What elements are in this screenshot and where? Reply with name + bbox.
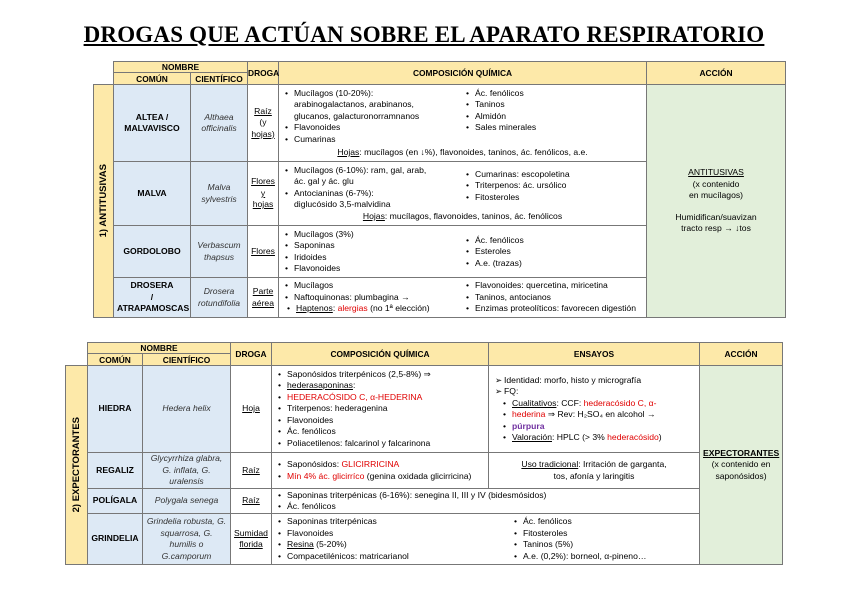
composicion-poligala: • Saponinas triterpénicas (6-16%): senegina II, III y IV (bidesmósidos) • Ác. fenólicos xyxy=(272,489,700,514)
expectorantes-table xyxy=(65,342,783,565)
comun-drosera: DROSERA / ATRAPAMOSCAS xyxy=(114,278,191,318)
composicion-header: COMPOSICIÓN QUÍMICA xyxy=(279,62,647,85)
antitusivas-table xyxy=(93,61,786,318)
accion-expectorantes: EXPECTORANTES (x contenido en saponósidos) xyxy=(700,366,783,565)
composicion-drosera: • Mucílagos • Naftoquinonas: plumbagina → • Haptenos: alergias (no 1ª elección) • Flavonoides: quercetina, miricetina • Taninos, antocianos • Enzimas proteolíticos: favorecen digestión xyxy=(279,278,647,318)
droga-gordolobo: Flores xyxy=(248,226,279,278)
droga-malva: Flores y hojas xyxy=(248,162,279,226)
comun-header: COMÚN xyxy=(114,73,191,85)
section-antitusivas: 1) ANTITUSIVAS xyxy=(94,85,114,318)
cientifico-drosera: Drosera rotundifolia xyxy=(191,278,248,318)
cientifico-malva: Malva sylvestris xyxy=(191,162,248,226)
comun-gordolobo: GORDOLOBO xyxy=(114,226,191,278)
composicion-malva: • Mucílagos (6-10%): ram, gal, arab, ác. gal y ác. glu • Antocianinas (6-7%): diglucósido 3,5-malvidina • Cumarinas: escopoletina • Triterpenos: ác. ursólico • Fitosteroles Hojas: mucílagos, flavonoides, taninos, ác. fenólicos xyxy=(279,162,647,226)
droga-grindelia: Sumidad florida xyxy=(231,514,272,565)
composicion-grindelia: • Saponinas triterpénicas • Flavonoides • Resina (5-20%) • Compacetilénicos: matricarianol • Ác. fenólicos • Fitosteroles • Taninos (5%) • A.e. (0,2%): borneol, α-pineno… xyxy=(272,514,700,565)
ensayos-hiedra: ➢ Identidad: morfo, histo y micrografía ➢ FQ: • Cualitativos: CCF: hederacósido C, α- • hederina ⇒ Rev: H₂SO₄ en alcohol → • púrpura • Valoración: HPLC (> 3% hederacósido) xyxy=(489,366,700,453)
cientifico-hiedra: Hedera helix xyxy=(143,366,231,453)
cientifico-header: CIENTÍFICO xyxy=(191,73,248,85)
composicion-altea: • Mucílagos (10-20%): arabinogalactanos, arabinanos, glucanos, galacturonorramnanos • Flavonoides • Cumarinas • Ác. fenólicos • Taninos • Almidón • Sales minerales Hojas: mucílagos (en ↓%), flavonoides, taninos, ác. fenólicos, a.e. xyxy=(279,85,647,162)
comun-altea: ALTEA / MALVAVISCO xyxy=(114,85,191,162)
nombre-header: NOMBRE xyxy=(114,62,248,73)
comun-malva: MALVA xyxy=(114,162,191,226)
comun-poligala: POLÍGALA xyxy=(88,489,143,514)
ensayos-header: ENSAYOS xyxy=(489,343,700,366)
comun-hiedra: HIEDRA xyxy=(88,366,143,453)
droga-altea: Raíz (y hojas) xyxy=(248,85,279,162)
droga-hiedra: Hoja xyxy=(231,366,272,453)
composicion-hiedra: • Saponósidos triterpénicos (2,5-8%) ⇒ • hederasaponinas: • HEDERACÓSIDO C, α-HEDERINA • Triterpenos: hederagenina • Flavonoides • Ác. fenólicos • Poliacetilenos: falcarinol y falcarinona xyxy=(272,366,489,453)
cientifico-header-2: CIENTÍFICO xyxy=(143,354,231,366)
droga-drosera: Parte aérea xyxy=(248,278,279,318)
comun-regaliz: REGALIZ xyxy=(88,453,143,489)
cientifico-altea: Althaea officinalis xyxy=(191,85,248,162)
cientifico-poligala: Polygala senega xyxy=(143,489,231,514)
composicion-gordolobo: • Mucílagos (3%) • Saponinas • Iridoides • Flavonoides • Ác. fenólicos • Esteroles • A.e. (trazas) xyxy=(279,226,647,278)
composicion-header-2: COMPOSICIÓN QUÍMICA xyxy=(272,343,489,366)
ensayos-regaliz: Uso tradicional: Irritación de garganta, tos, afonía y laringitis xyxy=(489,453,700,489)
composicion-regaliz: • Saponósidos: GLICIRRICINA • Mín 4% ác. glicirríco (genina oxidada glicirricina) xyxy=(272,453,489,489)
droga-header: DROGA xyxy=(248,62,279,85)
section-expectorantes: 2) EXPECTORANTES xyxy=(66,366,88,565)
droga-poligala: Raíz xyxy=(231,489,272,514)
nombre-header-2: NOMBRE xyxy=(88,343,231,354)
cientifico-gordolobo: Verbascum thapsus xyxy=(191,226,248,278)
accion-header-2: ACCIÓN xyxy=(700,343,783,366)
accion-antitusivas: ANTITUSIVAS (x contenido en mucílagos) Humidifican/suavizan tracto resp → ↓tos xyxy=(647,85,786,318)
droga-regaliz: Raíz xyxy=(231,453,272,489)
accion-header: ACCIÓN xyxy=(647,62,786,85)
comun-grindelia: GRINDELIA xyxy=(88,514,143,565)
page-title: DROGAS QUE ACTÚAN SOBRE EL APARATO RESPIRATORIO xyxy=(83,22,765,47)
cientifico-grindelia: Grindelia robusta, G. squarrosa, G. humilis o G.camporum xyxy=(143,514,231,565)
droga-header-2: DROGA xyxy=(231,343,272,366)
cientifico-regaliz: Glycyrrhiza glabra, G. inflata, G. uralensis xyxy=(143,453,231,489)
comun-header-2: COMÚN xyxy=(88,354,143,366)
